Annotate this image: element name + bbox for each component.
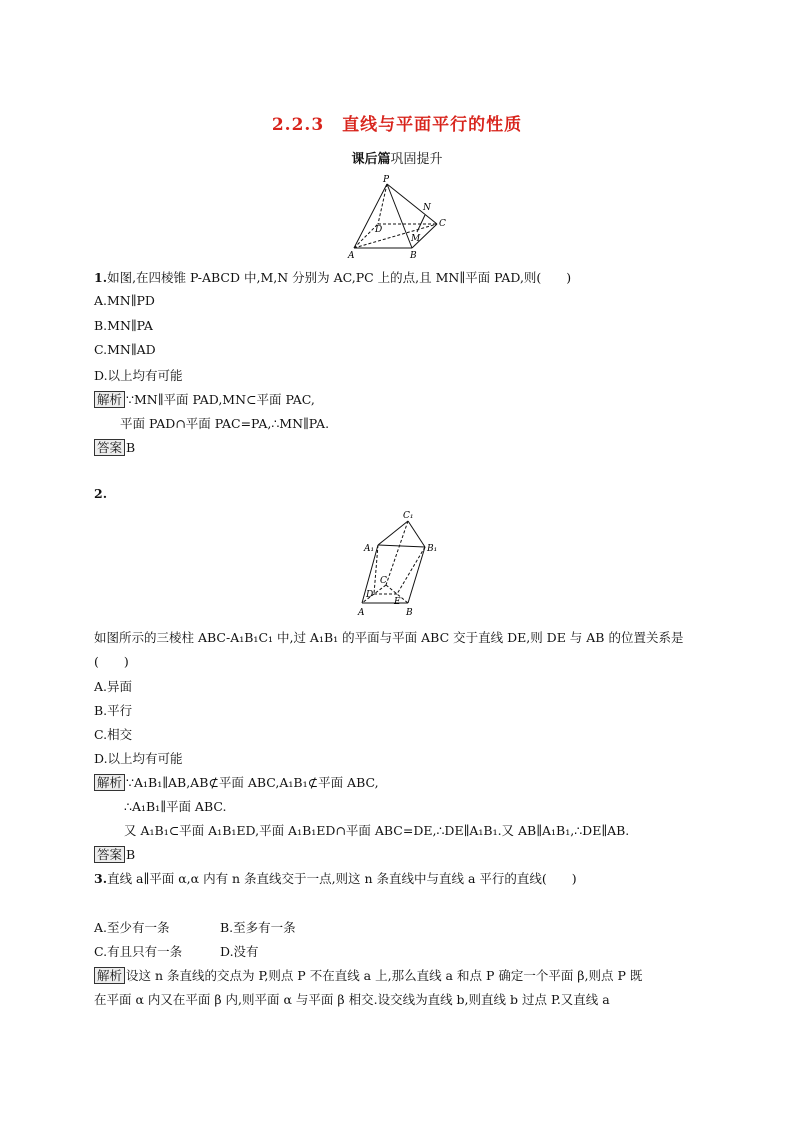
subtitle-bold: 课后篇 xyxy=(351,152,391,167)
label-a1: A₁ xyxy=(364,544,375,554)
q1-answer-value: B xyxy=(126,440,136,455)
analysis-tag: 解析 xyxy=(94,391,125,408)
q3-option-d: D.没有 xyxy=(220,944,259,959)
q2-analysis-line3: 又 A₁B₁⊂平面 A₁B₁ED,平面 A₁B₁ED∩平面 ABC=DE,∴DE∥A₁B₁.又 AB∥A₁B₁,∴DE∥AB. xyxy=(124,823,630,838)
subtitle-rest: 巩固提升 xyxy=(390,152,443,167)
pyramid-figure xyxy=(340,170,460,265)
q3-option-c: C.有且只有一条 xyxy=(94,944,183,959)
q2-stem-line1: 如图所示的三棱柱 ABC-A₁B₁C₁ 中,过 A₁B₁ 的平面与平面 ABC 交于直线 DE,则 DE 与 AB 的位置关系是 xyxy=(94,630,684,645)
q2-answer-value: B xyxy=(126,847,136,862)
q2-option-a: A.异面 xyxy=(94,679,133,694)
q3-number: 3. xyxy=(94,871,108,886)
label-n: N xyxy=(423,203,431,213)
label-e: E xyxy=(394,597,401,607)
q1-option-c: C.MN∥AD xyxy=(94,342,156,357)
prism-figure xyxy=(350,505,450,620)
label-p: P xyxy=(383,175,390,185)
label-m: M xyxy=(411,234,421,244)
q3-analysis-line2: 在平面 α 内又在平面 β 内,则平面 α 与平面 β 相交.设交线为直线 b,则直线 b 过点 P.又直线 a xyxy=(94,992,610,1007)
q3-stem-text: 直线 a∥平面 α,α 内有 n 条直线交于一点,则这 n 条直线中与直线 a 平行的直线( ) xyxy=(107,871,577,886)
q3-analysis-line1: 设这 n 条直线的交点为 P,则点 P 不在直线 a 上,那么直线 a 和点 P 确定一个平面 β,则点 P 既 xyxy=(126,968,643,983)
label-c1: C₁ xyxy=(403,511,414,521)
q1-stem xyxy=(94,268,571,286)
q2-option-b: B.平行 xyxy=(94,703,133,718)
answer-tag: 答案 xyxy=(94,439,125,456)
q1-analysis-line1: ∵MN∥平面 PAD,MN⊂平面 PAC, xyxy=(126,392,315,407)
analysis-tag: 解析 xyxy=(94,774,125,791)
q2-analysis xyxy=(94,773,379,791)
q2-analysis-line1: ∵A₁B₁∥AB,AB⊄平面 ABC,A₁B₁⊄平面 ABC, xyxy=(126,775,379,790)
q1-option-a: A.MN∥PD xyxy=(94,293,155,308)
label-a: A xyxy=(358,608,365,618)
label-b1: B₁ xyxy=(427,544,438,554)
label-b: B xyxy=(406,608,413,618)
label-b: B xyxy=(410,251,417,261)
q2-analysis-line2: ∴A₁B₁∥平面 ABC. xyxy=(124,799,227,814)
q1-stem-text: 如图,在四棱锥 P-ABCD 中,M,N 分别为 AC,PC 上的点,且 MN∥平面 PAD,则( ) xyxy=(107,270,572,285)
label-d: D xyxy=(366,590,374,600)
q3-stem xyxy=(94,869,577,887)
q2-answer xyxy=(94,845,135,863)
q1-number: 1. xyxy=(94,270,108,285)
answer-tag: 答案 xyxy=(94,846,125,863)
label-c: C xyxy=(439,219,446,229)
q1-analysis xyxy=(94,390,315,408)
q1-option-d: D.以上均有可能 xyxy=(94,368,183,383)
q3-option-a: A.至少有一条 xyxy=(94,920,170,935)
q3-option-b: B.至多有一条 xyxy=(220,920,296,935)
label-d: D xyxy=(375,225,383,235)
label-c: C xyxy=(380,576,387,586)
q2-option-d: D.以上均有可能 xyxy=(94,751,183,766)
q1-answer xyxy=(94,438,135,456)
analysis-tag: 解析 xyxy=(94,967,125,984)
q3-analysis xyxy=(94,966,642,984)
q1-option-b: B.MN∥PA xyxy=(94,318,153,333)
label-a: A xyxy=(348,251,355,261)
section-subtitle xyxy=(0,148,794,167)
q1-analysis-line2: 平面 PAD∩平面 PAC=PA,∴MN∥PA. xyxy=(120,416,330,431)
q2-option-c: C.相交 xyxy=(94,727,133,742)
q2-stem-line2: ( ) xyxy=(94,654,129,669)
q2-number: 2. xyxy=(94,486,108,501)
page-title: 2.2.3 直线与平面平行的性质 xyxy=(271,115,523,135)
